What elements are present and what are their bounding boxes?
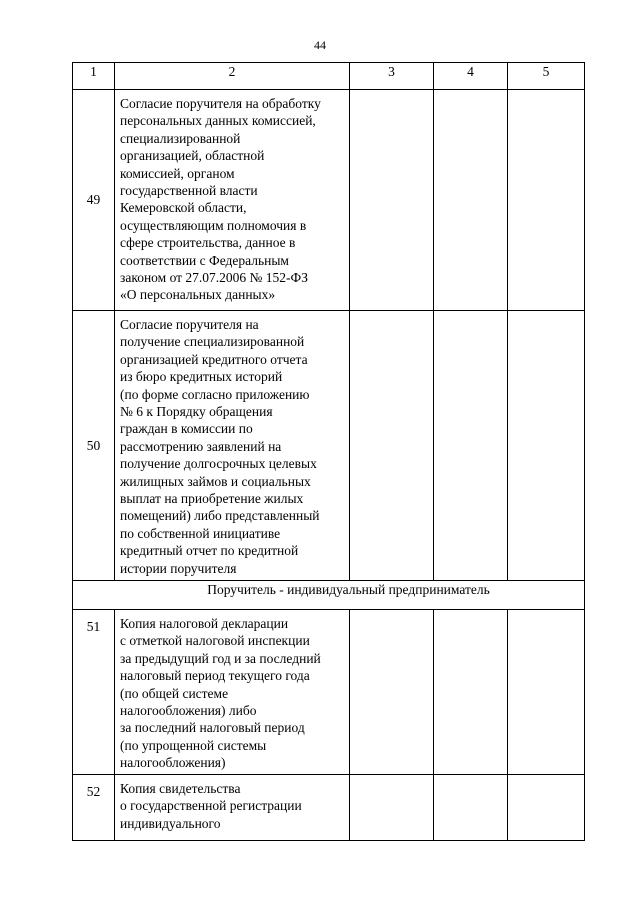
header-col-3: 3 — [350, 63, 434, 90]
page-number: 44 — [314, 38, 326, 52]
table-row — [73, 610, 585, 775]
table-header-row — [73, 63, 585, 90]
row-text: Копия налоговой декларации с отметкой налоговой инспекции за предыдущий год и за последний налоговый период текущего года (по общей системе налогообложения) либо за последний налоговый период (по упрощенной системы налогообложения) — [115, 610, 350, 775]
row-cell-4 — [434, 610, 508, 775]
header-col-2: 2 — [115, 63, 350, 90]
section-header-row — [73, 581, 585, 610]
table-row — [73, 775, 585, 841]
header-col-1: 1 — [73, 63, 115, 90]
row-text: Согласие поручителя на получение специализированной организацией кредитного отчета из бюро кредитных историй (по форме согласно приложению № 6 к Порядку обращения граждан в комиссии по рассмотрению заявлений на получение долгосрочных целевых жилищных займов и социальных выплат на приобретение жилых помещений) либо представленный по собственной инициативе кредитный отчет по кредитной истории поручителя — [115, 311, 350, 581]
table-row — [73, 90, 585, 311]
documents-table — [72, 62, 585, 841]
row-cell-3 — [350, 775, 434, 841]
row-cell-3 — [350, 610, 434, 775]
row-cell-3 — [350, 311, 434, 581]
row-number: 52 — [73, 775, 115, 841]
row-number: 49 — [73, 90, 115, 311]
row-number: 51 — [73, 610, 115, 775]
table-row — [73, 311, 585, 581]
row-text: Копия свидетельства о государственной регистрации индивидуального — [115, 775, 350, 841]
row-cell-4 — [434, 775, 508, 841]
row-number: 50 — [73, 311, 115, 581]
row-cell-5 — [508, 90, 585, 311]
header-col-4: 4 — [434, 63, 508, 90]
row-cell-4 — [434, 90, 508, 311]
row-cell-5 — [508, 610, 585, 775]
row-cell-5 — [508, 311, 585, 581]
row-cell-5 — [508, 775, 585, 841]
row-cell-4 — [434, 311, 508, 581]
section-title: Поручитель - индивидуальный предприниматель — [73, 581, 585, 610]
row-cell-3 — [350, 90, 434, 311]
header-col-5: 5 — [508, 63, 585, 90]
row-text: Согласие поручителя на обработку персональных данных комиссией, специализированной организацией, областной комиссией, органом государственной власти Кемеровской области, осуществляющим полномочия в сфере строительства, данное в соответствии с Федеральным законом от 27.07.2006 № 152-ФЗ «О персональных данных» — [115, 90, 350, 311]
